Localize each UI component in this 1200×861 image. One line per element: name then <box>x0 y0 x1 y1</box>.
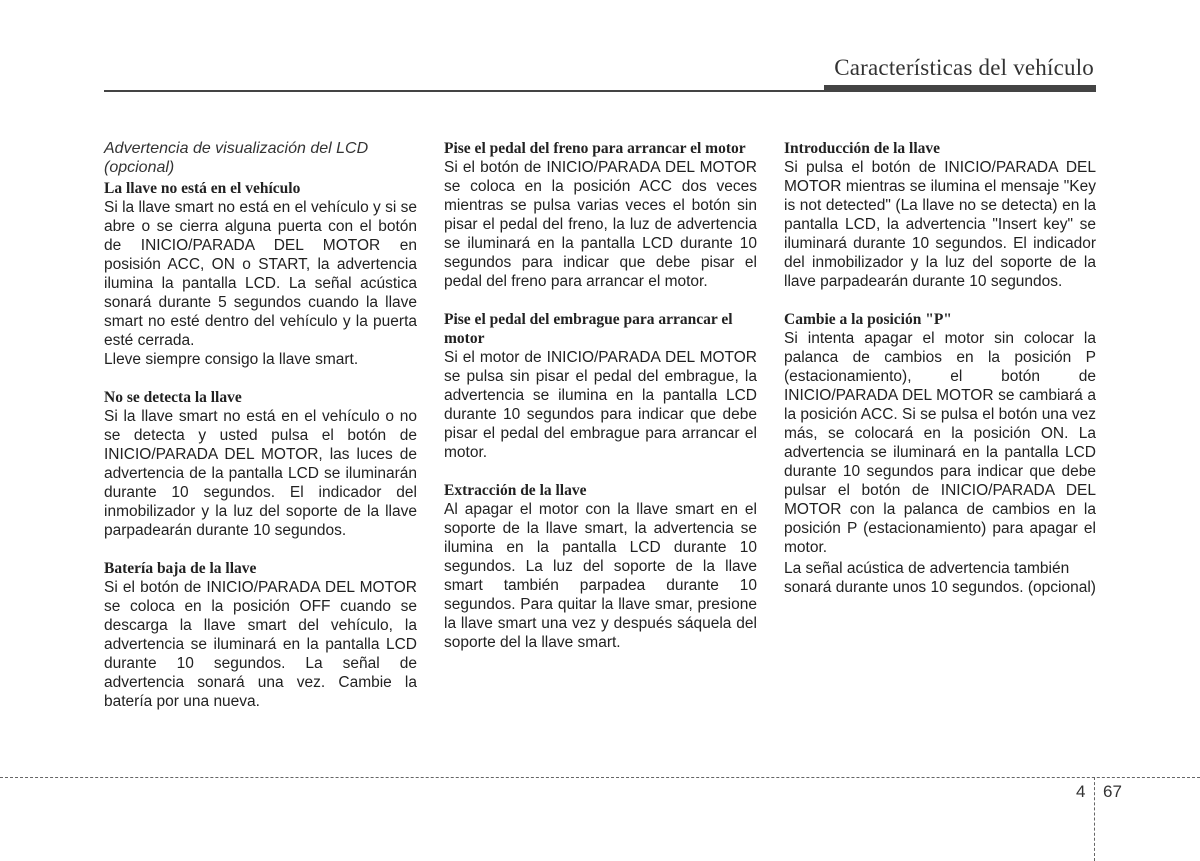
section-heading: Pise el pedal del embrague para arrancar el motor <box>444 311 733 347</box>
section-key-not-in-vehicle <box>104 179 417 369</box>
footer-vertical-divider <box>1094 777 1095 861</box>
section-paragraph: Si el botón de INICIO/PARADA DEL MOTOR se coloca en la posición OFF cuando se descarga la llave smart del vehículo, la advertencia se iluminará en la pantalla LCD durante 10 segundos. La señal de advertencia sonará una vez. Cambie la batería por una nueva. <box>104 579 417 710</box>
section-key-extraction <box>444 481 757 652</box>
section-paragraph: Lleve siempre consigo la llave smart. <box>104 351 359 368</box>
section-heading: No se detecta la llave <box>104 389 242 406</box>
footer-divider <box>0 777 1200 778</box>
section-clutch-pedal <box>444 310 757 462</box>
section-paragraph: Si el botón de INICIO/PARADA DEL MOTOR se coloca en la posición ACC dos veces mientras se pulsa varias veces el botón sin pisar el pedal del freno, la luz de advertencia se iluminará en la pantalla LCD durante 10 segundos para indicar que debe pisar el pedal del freno para arrancar el motor. <box>444 159 757 290</box>
section-heading: Batería baja de la llave <box>104 560 257 577</box>
section-heading: La llave no está en el vehículo <box>104 180 301 197</box>
chapter-number: 4 <box>1076 782 1086 801</box>
section-key-not-detected <box>104 388 417 540</box>
section-paragraph: Si la llave smart no está en el vehículo y si se abre o se cierra alguna puerta con el botón de INICIO/PARADA DEL MOTOR en posisión ACC, ON o START, la advertencia ilumina la pantalla LCD. La señal acústica sonará durante 5 segundos cuando la llave smart no esté dentro del vehículo y la puerta esté cerrada. <box>104 199 417 349</box>
section-paragraph: Si la llave smart no está en el vehículo o no se detecta y usted pulsa el botón de INICIO/PARADA DEL MOTOR, las luces de advertencia de la pantalla LCD se iluminarán durante 10 segundos. El indicador del inmobilizador y la luz del soporte de la llave parpadearán durante 10 segundos. <box>104 408 417 539</box>
section-low-battery <box>104 559 417 711</box>
section-paragraph: Si pulsa el botón de INICIO/PARADA DEL MOTOR mientras se ilumina el mensaje "Key is not detected" (La llave no se detecta) en la pantalla LCD, la advertencia "Insert key" se iluminará durante 10 segundos. El indicador del inmobilizador y la luz del soporte de la llave parpadearán durante 10 segundos. <box>784 159 1096 290</box>
column-1 <box>104 139 417 730</box>
section-heading: Pise el pedal del freno para arrancar el motor <box>444 140 746 157</box>
section-heading: Cambie a la posición "P" <box>784 311 952 328</box>
section-paragraph: Si intenta apagar el motor sin colocar la palanca de cambios en la posición P (estacionamiento), el botón de INICIO/PARADA DEL MOTOR se cambiará a la posición ACC. Si se pulsa el botón una vez más, se colocará en la posición ON. La advertencia se iluminará en la pantalla LCD durante 10 segundos para indicar que debe pulsar el botón de INICIO/PARADA DEL MOTOR con la palanca de cambios en la posición P (estacionamiento) para apagar el motor. <box>784 330 1096 556</box>
section-heading: Extracción de la llave <box>444 482 587 499</box>
section-heading: Introducción de la llave <box>784 140 941 157</box>
header-rule-accent <box>824 85 1096 92</box>
section-paragraph: Si el motor de INICIO/PARADA DEL MOTOR se pulsa sin pisar el pedal del embrague, la advertencia se ilumina en la pantalla LCD durante 10 segundos para indicar que debe pisar el pedal del embrague para arrancar el motor. <box>444 349 757 461</box>
section-key-insertion <box>784 139 1096 291</box>
section-brake-pedal <box>444 139 757 291</box>
section-shift-to-park <box>784 310 1096 597</box>
page-header-title: Características del vehículo <box>834 55 1094 80</box>
section-paragraph: La señal acústica de advertencia también sonará durante unos 10 segundos. (opcional) <box>784 560 1096 596</box>
section-paragraph: Al apagar el motor con la llave smart en el soporte de la llave smart, la advertencia se ilumina en la pantalla LCD durante 10 segundos. La luz del soporte de la llave smart también parpadea durante 10 segundos. Para quitar la llave smar, presione la llave smart una vez y después sáquela del soporte del la llave smart. <box>444 501 757 651</box>
column-3 <box>784 139 1096 616</box>
page-number: 67 <box>1103 782 1122 801</box>
section-subtitle: Advertencia de visualización del LCD (opcional) <box>104 140 369 176</box>
column-2 <box>444 139 757 671</box>
